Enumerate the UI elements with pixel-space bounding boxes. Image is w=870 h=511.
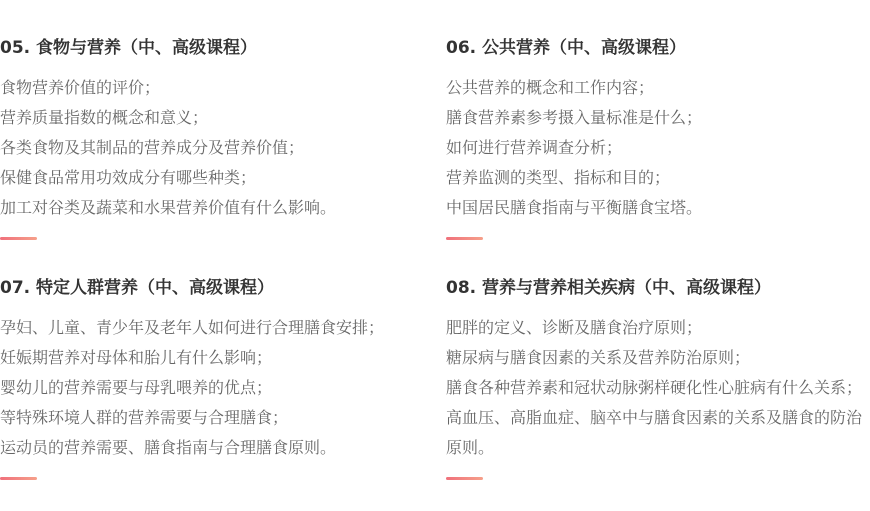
course-title-07: 07. 特定人群营养（中、高级课程） [0, 278, 275, 298]
course-topic-item: 膳食营养素参考摄入量标准是什么； [446, 108, 703, 127]
course-topic-item: 等特殊环境人群的营养需要与合理膳食； [0, 408, 289, 427]
course-topic-item: 中国居民膳食指南与平衡膳食宝塔。 [446, 198, 703, 217]
course-topic-item: 妊娠期营养对母体和胎儿有什么影响； [0, 348, 273, 367]
course-topic-item: 加工对谷类及蔬菜和水果营养价值有什么影响。 [0, 198, 337, 217]
course-card-06 [446, 37, 866, 240]
course-title-06: 06. 公共营养（中、高级课程） [446, 38, 687, 58]
accent-bar [446, 477, 483, 480]
course-topic-item: 营养质量指数的概念和意义； [0, 108, 209, 127]
course-topic-item: 孕妇、儿童、青少年及老年人如何进行合理膳食安排； [0, 318, 385, 337]
course-topic-item: 肥胖的定义、诊断及膳食治疗原则； [446, 318, 703, 337]
course-topic-item: 膳食各种营养素和冠状动脉粥样硬化性心脏病有什么关系； [446, 378, 863, 397]
course-topic-item: 公共营养的概念和工作内容； [446, 78, 655, 97]
course-topic-list-06 [446, 73, 866, 223]
course-topic-item: 食物营养价值的评价； [0, 78, 161, 97]
course-topic-item: 运动员的营养需要、膳食指南与合理膳食原则。 [0, 438, 337, 457]
accent-bar [446, 237, 483, 240]
course-topic-item: 糖尿病与膳食因素的关系及营养防治原则； [446, 348, 751, 367]
course-card-07 [0, 277, 420, 480]
course-topic-item: 婴幼儿的营养需要与母乳喂养的优点； [0, 378, 273, 397]
course-title-08: 08. 营养与营养相关疾病（中、高级课程） [446, 278, 772, 298]
course-topic-item: 保健食品常用功效成分有哪些种类； [0, 168, 257, 187]
accent-bar [0, 477, 37, 480]
course-topic-item: 高血压、高脂血症、脑卒中与膳食因素的关系及膳食的防治原则。 [446, 408, 863, 457]
accent-bar [0, 237, 37, 240]
course-topic-list-08 [446, 313, 866, 463]
course-card-05 [0, 37, 420, 240]
course-title-05: 05. 食物与营养（中、高级课程） [0, 38, 258, 58]
course-topic-list-07 [0, 313, 420, 463]
course-topic-item: 各类食物及其制品的营养成分及营养价值； [0, 138, 305, 157]
course-topic-item: 如何进行营养调查分析； [446, 138, 623, 157]
course-topic-list-05 [0, 73, 420, 223]
course-card-08 [446, 277, 866, 480]
course-topic-item: 营养监测的类型、指标和目的； [446, 168, 671, 187]
